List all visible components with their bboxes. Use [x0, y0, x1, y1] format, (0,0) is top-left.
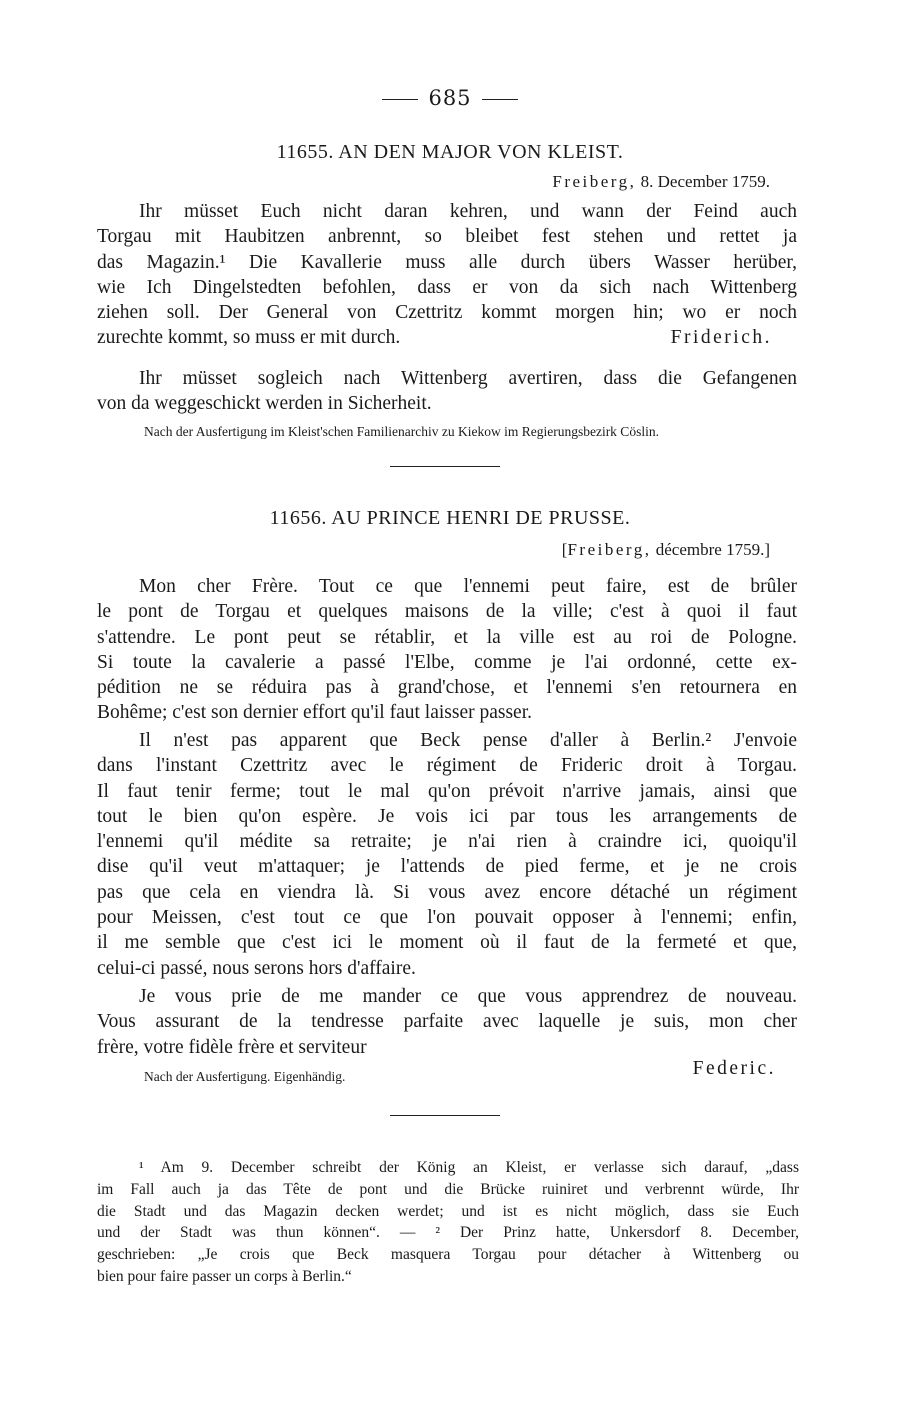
- paragraph-line: frère, votre fidèle frère et serviteur: [97, 1036, 367, 1058]
- section-divider: [390, 466, 500, 467]
- footnote-line: bien pour faire passer un corps à Berlin.“: [97, 1267, 352, 1285]
- letter1-line: Ihr müsset Euch nicht daran kehren, und wann der Feind auch: [139, 201, 797, 222]
- paragraph-line: Il faut tenir ferme; tout le mal qu'on prévoit n'arrive jamais, ainsi que: [97, 780, 797, 802]
- paragraph-line: Je vous prie de me mander ce que vous apprendrez de nouveau.: [139, 986, 797, 1007]
- letter1-dateline-date: 8. December 1759.: [640, 172, 770, 191]
- paragraph-line: dise qu'il veut m'attaquer; je l'attends de pied ferme, et je ne crois: [97, 856, 797, 878]
- postscript-line: von da weggeschickt werden in Sicherheit.: [97, 393, 432, 415]
- paragraph-line: l'ennemi qu'il médite sa retraite; je n'ai rien à craindre ici, quoiqu'il: [97, 831, 797, 853]
- postscript-line: Ihr müsset sogleich nach Wittenberg avertiren, dass die Gefangenen: [139, 368, 797, 389]
- paragraph-line: dans l'instant Czettritz avec le régiment de Frideric droit à Torgau.: [97, 755, 797, 777]
- letter2-dateline-place: Freiberg,: [567, 540, 652, 559]
- footnotes: [97, 1157, 799, 1288]
- letter1-source-note: Nach der Ausfertigung im Kleist'schen Familienarchiv zu Kiekow im Regierungsbezirk Cöslin.: [144, 424, 659, 439]
- letter2-heading: 11656. AU PRINCE HENRI DE PRUSSE.: [269, 507, 631, 529]
- letter2-signature: Federic.: [692, 1058, 776, 1079]
- paragraph-line: Bohême; c'est son dernier effort qu'il faut laisser passer.: [97, 702, 532, 724]
- letter1-line: wie Ich Dingelstedten befohlen, dass er von da sich nach Wittenberg: [97, 276, 797, 298]
- letter2-paragraph-3: [97, 984, 797, 1060]
- letter2-dateline: [Freiberg, décembre 1759.]: [561, 540, 770, 559]
- footnote-line: geschrieben: „Je crois que Beck masquera Torgau pour détacher à Wittenberg ou: [97, 1246, 799, 1264]
- letter1-line: das Magazin.¹ Die Kavallerie muss alle durch übers Wasser herüber,: [97, 251, 797, 273]
- footnote-line: und der Stadt was thun können“. — ² Der Prinz hatte, Unkersdorf 8. December,: [97, 1224, 799, 1242]
- letter2-paragraph-1: [97, 574, 797, 726]
- letter1-heading: 11655. AN DEN MAJOR VON KLEIST.: [276, 141, 624, 163]
- paragraph-line: Il n'est pas apparent que Beck pense d'aller à Berlin.² J'envoie: [139, 730, 797, 751]
- letter2-paragraph-2: [97, 728, 797, 981]
- page-number: 685: [0, 86, 900, 110]
- paragraph-line: Si toute la cavalerie a passé l'Elbe, comme je l'ai ordonné, cette ex-: [97, 651, 797, 673]
- paragraph-line: s'attendre. Le pont peut se rétablir, et la ville est au roi de Pologne.: [97, 626, 797, 648]
- letter2-source-note: Nach der Ausfertigung. Eigenhändig.: [144, 1069, 346, 1084]
- paragraph-line: pas que cela en viendra là. Si vous avez encore détaché un régiment: [97, 881, 797, 903]
- footnote-line: im Fall auch ja das Tête de pont und die Brücke ruiniret und verbrennt würde, Ihr: [97, 1180, 799, 1198]
- paragraph-line: le pont de Torgau et quelques maisons de la ville; c'est à quoi il faut: [97, 601, 797, 623]
- footnote-divider: [390, 1115, 500, 1116]
- letter1-line: Torgau mit Haubitzen anbrennt, so bleibet fest stehen und rettet ja: [97, 226, 797, 248]
- paragraph-line: tout le bien qu'on espère. Je vois ici par tous les arrangements de: [97, 805, 797, 827]
- footnote-line: ¹ Am 9. December schreibt der König an Kleist, er verlasse sich darauf, „dass: [139, 1159, 799, 1176]
- letter1-line: ziehen soll. Der General von Czettritz kommt morgen hin; wo er noch: [97, 302, 797, 324]
- page-number-dash-left: [382, 99, 418, 100]
- paragraph-line: pédition ne se réduira pas à grand'chose, et l'ennemi s'en retournera en: [97, 677, 797, 699]
- footnote-line: die Stadt und das Magazin decken werdet; und ist es nicht möglich, dass sie Euch: [97, 1202, 799, 1220]
- paragraph-line: il me semble que c'est ici le moment où il faut de la fermeté et que,: [97, 932, 797, 954]
- letter1-dateline: [552, 172, 770, 192]
- letter1-line: zurechte kommt, so muss er mit durch.: [97, 327, 401, 349]
- letter1-dateline-place: Freiberg,: [552, 172, 637, 191]
- letter1-postscript: [97, 366, 797, 417]
- paragraph-line: celui-ci passé, nous serons hors d'affaire.: [97, 957, 416, 979]
- letter2-dateline-date: décembre 1759.]: [655, 540, 770, 559]
- paragraph-line: pour Meissen, c'est tout ce que l'on pouvait opposer à l'ennemi; enfin,: [97, 907, 797, 929]
- letter1-signature: Friderich.: [670, 327, 772, 348]
- paragraph-line: Mon cher Frère. Tout ce que l'ennemi peut faire, est de brûler: [139, 576, 797, 597]
- paragraph-line: Vous assurant de la tendresse parfaite avec laquelle je suis, mon cher: [97, 1011, 797, 1033]
- page-number-dash-right: [482, 99, 518, 100]
